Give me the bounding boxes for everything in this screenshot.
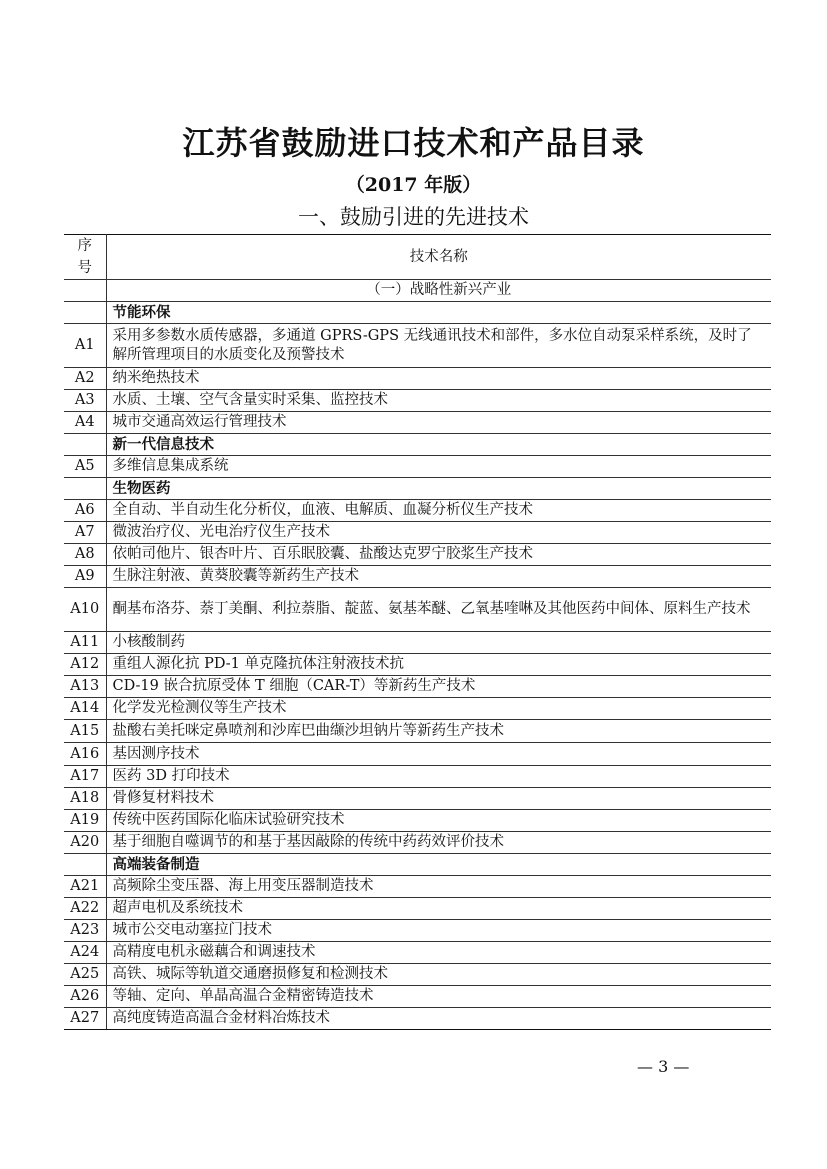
tech-name-cell: 骨修复材料技术	[106, 788, 771, 810]
table-row	[64, 456, 771, 478]
table-row	[64, 766, 771, 788]
group-label: （一）战略性新兴产业	[106, 280, 771, 302]
serial-number-cell: A5	[64, 456, 106, 478]
tech-name-cell: 高纯度铸造高温合金材料冶炼技术	[106, 1008, 771, 1030]
tech-name-cell: 全自动、半自动生化分析仪，血液、电解质、血凝分析仪生产技术	[106, 500, 771, 522]
category-label: 节能环保	[106, 302, 771, 324]
category-row	[64, 854, 771, 876]
serial-number-cell: A11	[64, 632, 106, 654]
serial-number-cell: A9	[64, 566, 106, 588]
table-row	[64, 390, 771, 412]
serial-number-cell: A12	[64, 654, 106, 676]
serial-number-cell: A14	[64, 698, 106, 720]
category-label: 新一代信息技术	[106, 434, 771, 456]
tech-name-cell: 高铁、城际等轨道交通磨损修复和检测技术	[106, 964, 771, 986]
table-row	[64, 632, 771, 654]
table-row	[64, 654, 771, 676]
section-heading: 一、鼓励引进的先进技术	[298, 205, 529, 229]
category-row	[64, 302, 771, 324]
serial-number-cell: A7	[64, 522, 106, 544]
serial-number-cell: A8	[64, 544, 106, 566]
serial-number-cell: A20	[64, 832, 106, 854]
table-row	[64, 876, 771, 898]
table-row	[64, 788, 771, 810]
serial-number-cell	[64, 302, 106, 324]
tech-name-cell: 高精度电机永磁藕合和调速技术	[106, 942, 771, 964]
serial-number-cell: A21	[64, 876, 106, 898]
tech-name-cell: 纳米绝热技术	[106, 368, 771, 390]
edition-subtitle: （2017 年版）	[345, 174, 482, 196]
table-row	[64, 964, 771, 986]
table-row	[64, 920, 771, 942]
table-row	[64, 588, 771, 632]
serial-number-cell: A22	[64, 898, 106, 920]
table-row	[64, 566, 771, 588]
tech-name-cell: 盐酸右美托咪定鼻喷剂和沙库巴曲缬沙坦钠片等新药生产技术	[106, 720, 771, 743]
serial-number-cell: A27	[64, 1008, 106, 1030]
tech-name-cell: 微波治疗仪、光电治疗仪生产技术	[106, 522, 771, 544]
tech-name-cell: 酮基布洛芬、萘丁美酮、利拉萘脂、靛蓝、氨基苯醚、乙氧基喹啉及其他医药中间体、原料生产技术	[106, 588, 771, 632]
tech-name-cell: 小核酸制药	[106, 632, 771, 654]
category-label: 生物医药	[106, 478, 771, 500]
tech-name-cell: 重组人源化抗 PD-1 单克隆抗体注射液技术抗	[106, 654, 771, 676]
serial-number-cell: A17	[64, 766, 106, 788]
tech-name-cell: 城市公交电动塞拉门技术	[106, 920, 771, 942]
table-header-row	[64, 235, 771, 280]
tech-name-cell: 化学发光检测仪等生产技术	[106, 698, 771, 720]
table-row	[64, 544, 771, 566]
serial-number-cell: A18	[64, 788, 106, 810]
tech-name-cell: 等轴、定向、单晶高温合金精密铸造技术	[106, 986, 771, 1008]
header-serial-label: 序号	[77, 238, 92, 276]
serial-number-cell: A15	[64, 720, 106, 743]
tech-name-cell: 高频除尘变压器、海上用变压器制造技术	[106, 876, 771, 898]
tech-name-cell: 依帕司他片、银杏叶片、百乐眠胶囊、盐酸达克罗宁胶浆生产技术	[106, 544, 771, 566]
group-num-cell	[64, 280, 106, 302]
tech-name-cell: 基于细胞自噬调节的和基于基因敲除的传统中药药效评价技术	[106, 832, 771, 854]
tech-name-cell: 多维信息集成系统	[106, 456, 771, 478]
group-row	[64, 280, 771, 302]
document-title: 江苏省鼓励进口技术和产品目录	[182, 124, 645, 162]
table-row	[64, 324, 771, 368]
tech-name-cell: 水质、土壤、空气含量实时采集、监控技术	[106, 390, 771, 412]
table-row	[64, 720, 771, 743]
serial-number-cell: A6	[64, 500, 106, 522]
table-row	[64, 810, 771, 832]
table-row	[64, 522, 771, 544]
serial-number-cell: A1	[64, 324, 106, 368]
table-row	[64, 743, 771, 766]
table-row	[64, 412, 771, 434]
tech-name-cell: 传统中医药国际化临床试验研究技术	[106, 810, 771, 832]
header-serial-number	[64, 235, 106, 280]
category-row	[64, 478, 771, 500]
serial-number-cell	[64, 478, 106, 500]
serial-number-cell: A16	[64, 743, 106, 766]
serial-number-cell	[64, 434, 106, 456]
category-row	[64, 434, 771, 456]
serial-number-cell: A13	[64, 676, 106, 698]
tech-name-cell: 基因测序技术	[106, 743, 771, 766]
table-row	[64, 698, 771, 720]
table-row	[64, 942, 771, 964]
page-number: — 3 —	[637, 1057, 690, 1076]
technology-table	[64, 234, 771, 1030]
serial-number-cell: A3	[64, 390, 106, 412]
table-row	[64, 676, 771, 698]
tech-name-cell: 城市交通高效运行管理技术	[106, 412, 771, 434]
table-row	[64, 986, 771, 1008]
serial-number-cell	[64, 854, 106, 876]
tech-name-cell: CD-19 嵌合抗原受体 T 细胞（CAR-T）等新药生产技术	[106, 676, 771, 698]
serial-number-cell: A4	[64, 412, 106, 434]
serial-number-cell: A2	[64, 368, 106, 390]
serial-number-cell: A25	[64, 964, 106, 986]
tech-name-cell: 采用多参数水质传感器，多通道 GPRS-GPS 无线通讯技术和部件，多水位自动泵采样系统，及时了解所管理项目的水质变化及预警技术	[106, 324, 771, 368]
serial-number-cell: A19	[64, 810, 106, 832]
serial-number-cell: A23	[64, 920, 106, 942]
table-row	[64, 500, 771, 522]
tech-name-cell: 超声电机及系统技术	[106, 898, 771, 920]
header-tech-name: 技术名称	[106, 235, 771, 280]
serial-number-cell: A26	[64, 986, 106, 1008]
table-row	[64, 898, 771, 920]
table-row	[64, 832, 771, 854]
serial-number-cell: A10	[64, 588, 106, 632]
tech-name-cell: 生脉注射液、黄葵胶囊等新药生产技术	[106, 566, 771, 588]
table-row	[64, 368, 771, 390]
tech-name-cell: 医药 3D 打印技术	[106, 766, 771, 788]
table-row	[64, 1008, 771, 1030]
category-label: 高端装备制造	[106, 854, 771, 876]
serial-number-cell: A24	[64, 942, 106, 964]
